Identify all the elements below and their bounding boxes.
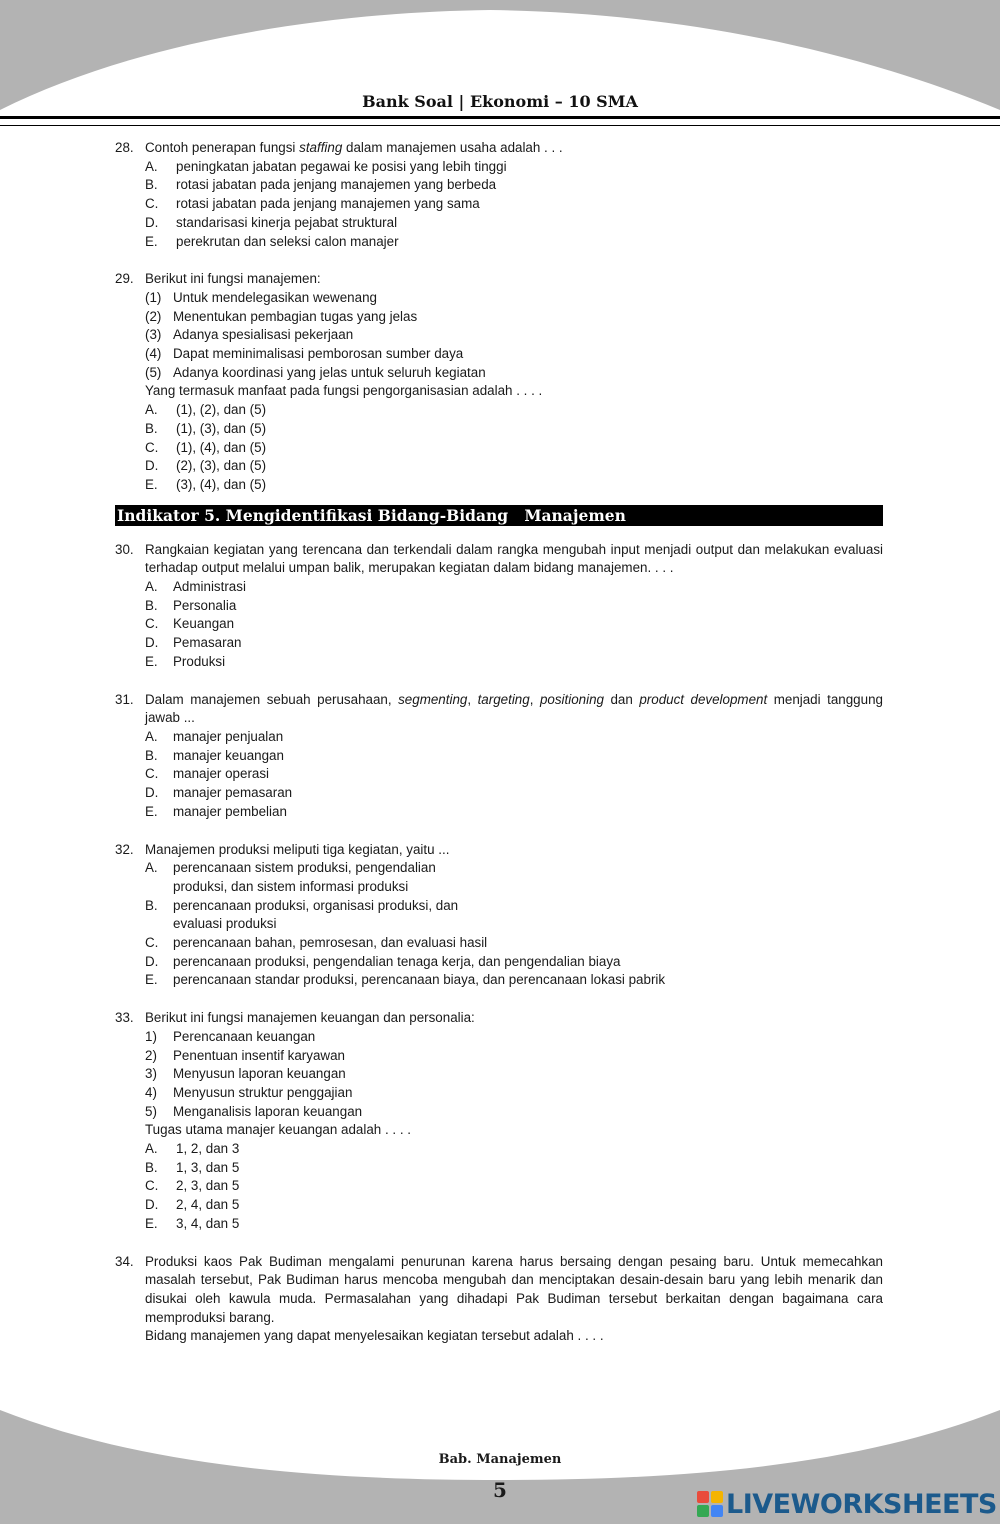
option-a[interactable]: A. (1), (2), dan (5) (145, 402, 267, 418)
header-rule-thick (0, 116, 1000, 119)
question-30 (115, 541, 883, 672)
option-e[interactable]: E. manajer pembelian (145, 803, 287, 819)
question-text: Dalam manajemen sebuah perusahaan, segmenting, targeting, positioning dan product development menjadi tanggung jawab ... (145, 691, 883, 726)
document-title: Bank Soal | Ekonomi – 10 SMA (362, 92, 638, 111)
liveworksheets-watermark (697, 1488, 997, 1520)
option-d[interactable]: D. manajer pemasaran (145, 785, 293, 801)
statement-item: (4) Dapat meminimalisasi pemborosan sumber daya (145, 346, 464, 362)
question-number: 34. (115, 1253, 134, 1269)
question-prompt: Tugas utama manajer keuangan adalah . . . . (145, 1122, 411, 1138)
page-number: 5 (493, 1478, 507, 1502)
option-b[interactable]: B. (1), (3), dan (5) (145, 420, 267, 436)
statement-item: (3) Adanya spesialisasi pekerjaan (145, 327, 354, 343)
question-number: 33. (115, 1010, 134, 1026)
question-number: 30. (115, 541, 134, 557)
question-33 (115, 1009, 883, 1233)
option-b[interactable]: B. Personalia (145, 597, 237, 613)
liveworksheets-logo-icon (697, 1491, 723, 1517)
statement-item: (5) Adanya koordinasi yang jelas untuk seluruh kegiatan (145, 364, 486, 380)
question-number: 29. (115, 271, 134, 287)
question-28 (115, 139, 883, 251)
section-heading: Indikator 5. Mengidentifikasi Bidang-Bidang Manajemen (115, 505, 883, 526)
statement-item: 2) Penentuan insentif karyawan (145, 1047, 345, 1063)
question-number: 32. (115, 841, 134, 857)
option-a[interactable]: A. manajer penjualan (145, 728, 284, 744)
statement-item: (1) Untuk mendelegasikan wewenang (145, 289, 377, 305)
question-text: Berikut ini fungsi manajemen keuangan dan personalia: (145, 1010, 475, 1026)
statement-item: (2) Menentukan pembagian tugas yang jelas (145, 308, 418, 324)
option-b[interactable]: B. 1, 3, dan 5 (145, 1159, 240, 1175)
statement-item: 4) Menyusun struktur penggajian (145, 1084, 353, 1100)
question-text: Contoh penerapan fungsi staffing dalam manajemen usaha adalah . . . (145, 140, 563, 155)
option-d[interactable]: D. perencanaan produksi, pengendalian tenaga kerja, dan pengendalian biaya (145, 953, 621, 969)
option-b[interactable]: B. manajer keuangan (145, 747, 284, 763)
option-c[interactable]: C. 2, 3, dan 5 (145, 1178, 240, 1194)
option-e[interactable]: E. 3, 4, dan 5 (145, 1215, 240, 1231)
statement-item: 3) Menyusun laporan keuangan (145, 1066, 346, 1082)
option-e[interactable]: E. perencanaan standar produksi, perencanaan biaya, dan perencanaan lokasi pabrik (145, 972, 666, 988)
chapter-label: Bab. Manajemen (438, 1452, 562, 1467)
option-c[interactable]: C. perencanaan bahan, pemrosesan, dan evaluasi hasil (145, 935, 488, 951)
option-d[interactable]: D. standarisasi kinerja pejabat struktural (145, 214, 398, 230)
option-e[interactable]: E. perekrutan dan seleksi calon manajer (145, 233, 399, 249)
option-d[interactable]: D. 2, 4, dan 5 (145, 1197, 240, 1213)
option-c[interactable]: C. (1), (4), dan (5) (145, 439, 267, 455)
option-e[interactable]: E. (3), (4), dan (5) (145, 476, 267, 492)
option-a[interactable]: A. 1, 2, dan 3 (145, 1141, 240, 1157)
watermark-text: LIVEWORKSHEETS (726, 1488, 997, 1520)
option-e[interactable]: E. Produksi (145, 653, 226, 669)
question-29 (115, 270, 883, 494)
question-prompt: Yang termasuk manfaat pada fungsi pengorganisasian adalah . . . . (145, 383, 543, 399)
question-text: Berikut ini fungsi manajemen: (145, 271, 321, 287)
option-a[interactable]: A. Administrasi (145, 579, 246, 595)
statement-item: 5) Menganalisis laporan keuangan (145, 1103, 363, 1119)
question-number: 28. (115, 140, 134, 155)
statement-item: 1) Perencanaan keuangan (145, 1028, 316, 1044)
option-b[interactable]: B. perencanaan produksi, organisasi produksi, dan evaluasi produksi (145, 897, 459, 932)
option-d[interactable]: D. (2), (3), dan (5) (145, 458, 267, 474)
question-34 (115, 1253, 883, 1347)
header-rule-thin (0, 125, 1000, 126)
option-d[interactable]: D. Pemasaran (145, 635, 242, 651)
question-number: 31. (115, 691, 134, 707)
question-32 (115, 841, 883, 991)
option-a[interactable]: A. peningkatan jabatan pegawai ke posisi yang lebih tinggi (145, 158, 507, 174)
question-content (115, 139, 883, 1365)
option-c[interactable]: C. rotasi jabatan pada jenjang manajemen yang sama (145, 196, 480, 212)
question-text: Rangkaian kegiatan yang terencana dan terkendali dalam rangka mengubah input menjadi output dan melakukan evaluasi terhadap output melalui umpan balik, merupakan kegiatan dalam bidang manajemen. . . . (145, 541, 883, 576)
question-text: Produksi kaos Pak Budiman mengalami penurunan karena harus bersaing dengan pesaing baru. Untuk memecahkan masalah tersebut, Pak Budiman harus mencoba mengubah dan menciptakan desain-desain baru yang lebih menarik dan disukai oleh kawula muda. Permasalahan yang dihadapi Pak Budiman tersebut berkaitan dengan bagaimana cara memproduksi barang. (145, 1253, 883, 1325)
question-prompt: Bidang manajemen yang dapat menyelesaikan kegiatan tersebut adalah . . . . (145, 1328, 604, 1344)
option-c[interactable]: C. manajer operasi (145, 766, 270, 782)
question-31 (115, 691, 883, 822)
option-a[interactable]: A. perencanaan sistem produksi, pengendalian produksi, dan sistem informasi produksi (145, 860, 436, 894)
option-b[interactable]: B. rotasi jabatan pada jenjang manajemen yang berbeda (145, 177, 497, 193)
question-text: Manajemen produksi meliputi tiga kegiatan, yaitu ... (145, 841, 450, 857)
option-c[interactable]: C. Keuangan (145, 616, 235, 632)
